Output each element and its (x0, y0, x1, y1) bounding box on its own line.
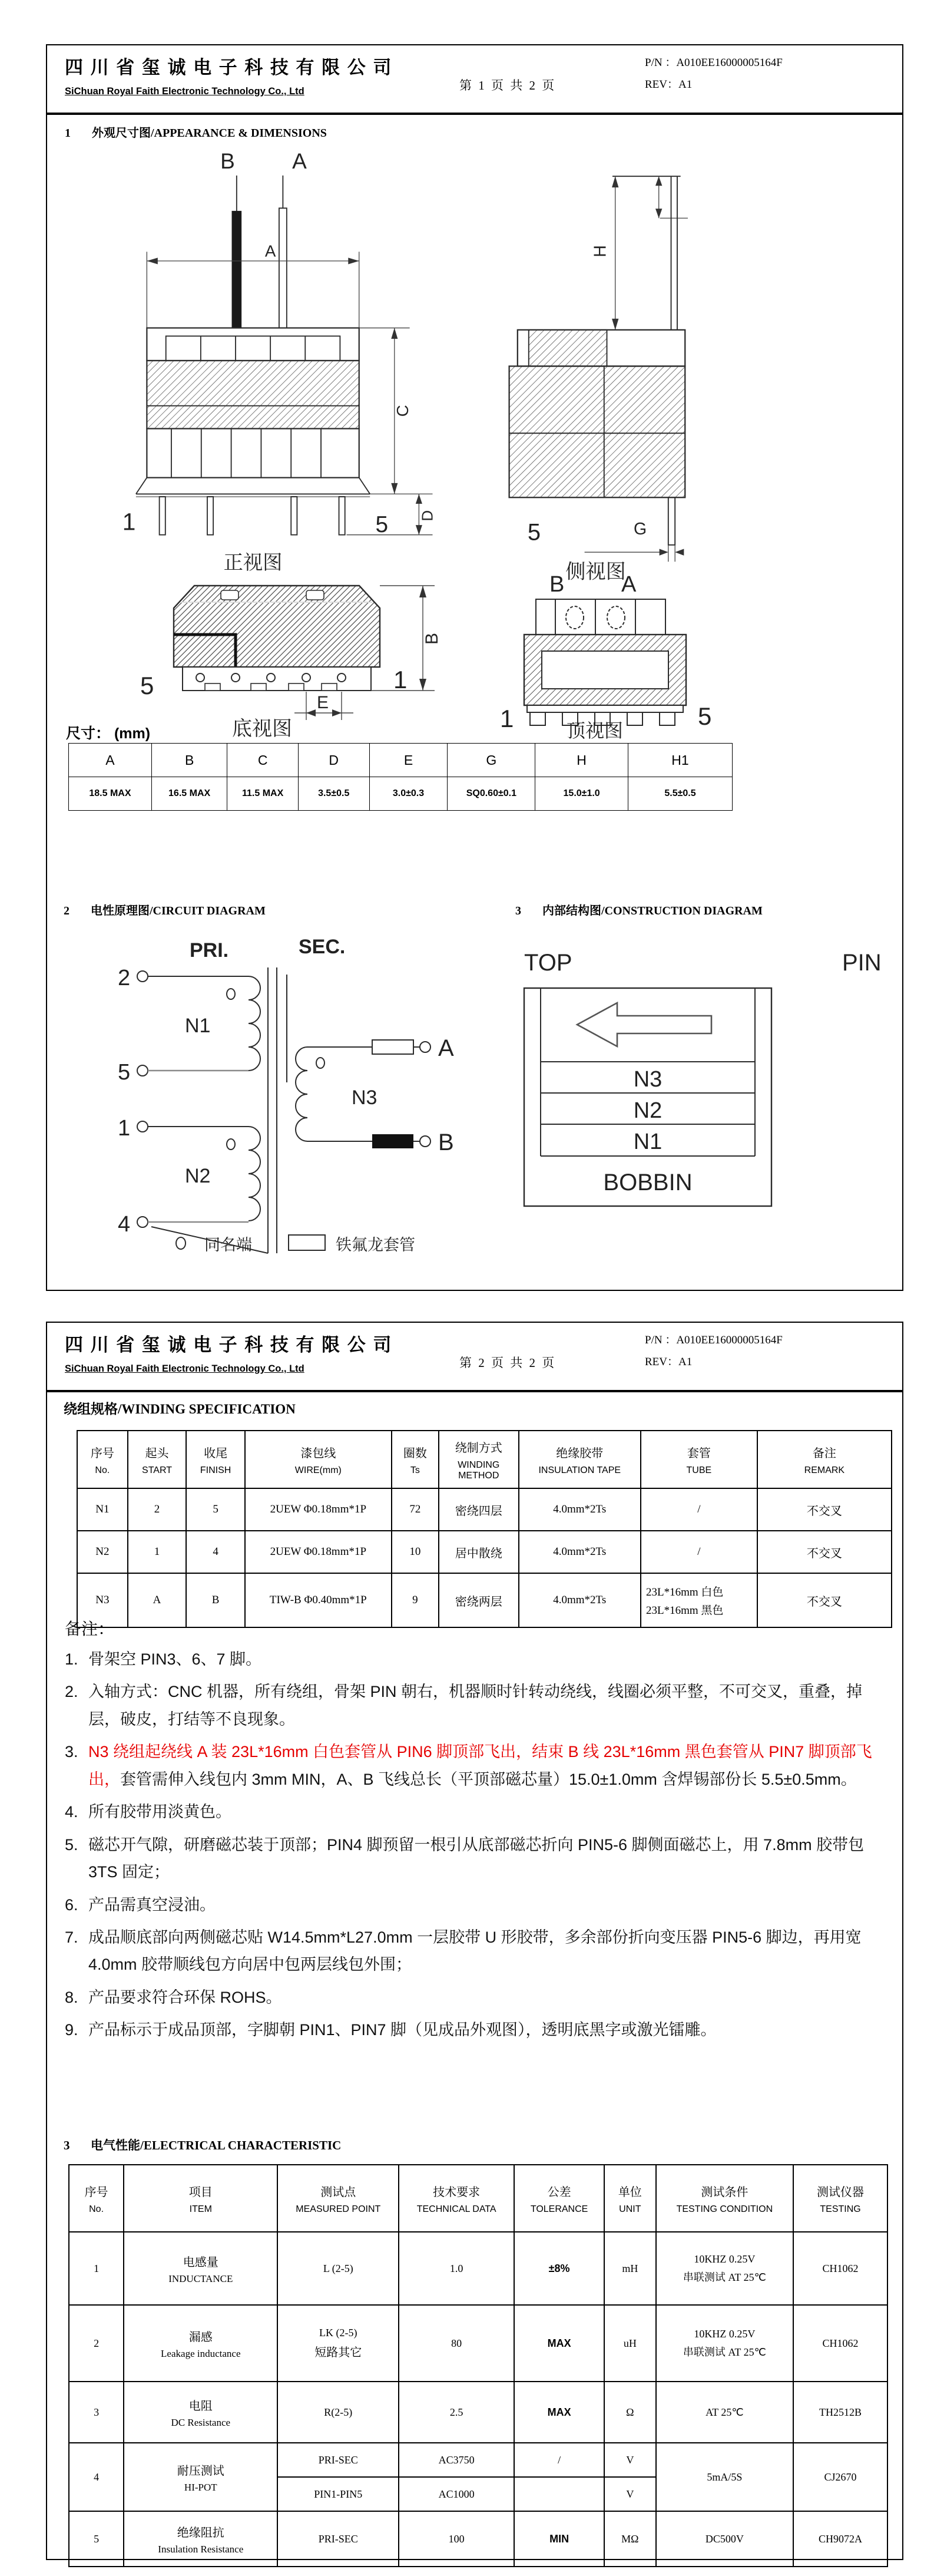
n2-label: N2 (185, 1165, 211, 1187)
bottom-dim-e-label: E (317, 693, 329, 712)
dim-value: SQ0.60±0.1 (448, 777, 535, 811)
winding-row-n2: N2 1 4 2UEW Φ0.18mm*1P 10 居中散绕 4.0mm*2Ts / 不交叉 (77, 1531, 892, 1573)
top-lead-tab (536, 599, 665, 635)
construction-box (524, 988, 771, 1206)
front-flying-leads (220, 149, 307, 328)
elec-col-no: 序号 No. (69, 2165, 124, 2232)
elec-col-unit: 单位 UNIT (604, 2165, 656, 2232)
elec-row-insulation: 5 绝缘阻抗 Insulation Resistance PRI-SEC 100 MIN MΩ DC500V CH9072A (69, 2511, 887, 2567)
primary-label: PRI. (190, 939, 229, 962)
notes-list (65, 1646, 889, 2049)
elec-row-hipot-a: 4 耐压测试 HI-POT PRI-SEC AC3750 / V 5mA/5S CJ2670 (69, 2443, 887, 2477)
dimension-table-header-row (69, 744, 733, 777)
revision-row (645, 75, 783, 91)
side-dim-h-label: H (591, 245, 610, 257)
core-lines (151, 967, 287, 1253)
front-white-sleeve (279, 208, 287, 328)
elec-section-title (64, 2136, 341, 2154)
winding-col-tape: 绝缘胶带 INSULATION TAPE (519, 1431, 641, 1488)
note-2: 2. 入轴方式：CNC 机器，所有绕组，骨架 PIN 朝右，机器顺时针转动绕线，线圈必须平整，不可交叉，重叠，掉层，破皮，打结等不良现象。 (65, 1683, 863, 1728)
front-dim-c (359, 328, 433, 494)
part-number-row (645, 54, 783, 70)
page-1 (46, 44, 903, 1291)
n1-polarity-dot (227, 989, 235, 999)
top-body-frame (524, 635, 686, 705)
section1-number: 1 (65, 127, 71, 140)
pin2-label: 2 (118, 966, 131, 990)
company-block (65, 52, 392, 97)
elec-col-item: 项目 ITEM (124, 2165, 277, 2232)
winding-col-wire: 漆包线 WIRE(mm) (245, 1431, 392, 1488)
pn-value: A010EE16000005164F (676, 57, 783, 69)
elec-section-number: 3 (64, 2138, 70, 2152)
company-block (65, 1330, 392, 1375)
winding-spec-table (77, 1430, 892, 1628)
front-dim-d-label: D (419, 510, 436, 521)
note-6: 6. 产品需真空浸油。 (65, 1895, 216, 1914)
page-2 (46, 1322, 903, 2560)
rev-value: A1 (678, 1356, 693, 1368)
electrical-characteristic-table (68, 2164, 888, 2567)
elec-section-text: 电气性能/ELECTRICAL CHARACTERISTIC (91, 2138, 342, 2152)
winding-row-n1: N1 2 5 2UEW Φ0.18mm*1P 72 密绕四层 4.0mm*2Ts / 不交叉 (77, 1488, 892, 1531)
rev-value: A1 (678, 78, 693, 91)
bottom-dim-e (294, 692, 353, 720)
note-3: 3. N3 绕组起绕线 A 装 23L*16mm 白色套管从 PIN6 脚顶部飞出，结束 B 线 23L*16mm 黑色套管从 PIN7 脚顶部飞出，套管需伸入线包内 3mm MIN，A、B 飞线总长（平顶部磁芯量）15.0±1.0mm 含焊锡部份长 5.5±0.5mm。 (65, 1743, 872, 1788)
note-7: 7. 成品顺底部向两侧磁芯贴 W14.5mm*L27.0mm 一层胶带 U 形胶带，多余部份折向变压器 PIN5-6 脚边，再用宽 4.0mm 胶带顺线包方向居中包两层线包外围； (65, 1928, 862, 1974)
section1-text: 外观尺寸图/APPEARANCE & DIMENSIONS (92, 127, 327, 140)
front-dim-d (346, 494, 436, 534)
section2-title (64, 901, 266, 918)
output-b-label: B (438, 1130, 454, 1155)
part-number-row (645, 1331, 783, 1347)
note-4: 4. 所有胶带用淡黄色。 (65, 1803, 231, 1821)
winding-col-start: 起头 START (128, 1431, 187, 1488)
bottom-pin5-label: 5 (140, 672, 154, 699)
winding-col-ts: 圈数 Ts (392, 1431, 439, 1488)
page2-page-number: 第 2 页 共 2 页 (459, 1356, 557, 1370)
dim-value: 3.5±0.5 (298, 777, 369, 811)
note-9: 9. 产品标示于成品顶部，字脚朝 PIN1、PIN7 脚（见成品外观图），透明底黑字或激光镭雕。 (65, 2021, 717, 2039)
front-pins (122, 497, 388, 537)
top-lead-b-label: B (549, 572, 565, 597)
elec-row-dcr: 3 电阻 DC Resistance R(2-5) 2.5 MAX Ω AT 25℃ TH2512B (69, 2382, 887, 2443)
layer-n3-label: N3 (633, 1067, 663, 1092)
section1-title (65, 123, 327, 140)
winding-row-n3: N3 A B TIW-B Φ0.40mm*1P 9 密绕两层 4.0mm*2Ts 23L*16mm 白色 23L*16mm 黑色 不交叉 (77, 1573, 892, 1627)
section3-number: 3 (515, 904, 521, 917)
winding-col-remark: 备注 REMARK (757, 1431, 892, 1488)
front-black-sleeve (232, 211, 242, 328)
side-dim-h (591, 176, 663, 330)
dim-header: A (69, 744, 152, 777)
elec-row-leakage: 2 漏感 Leakage inductance LK (2-5) 短路其它 80 MAX uH 10KHZ 0.25V 串联测试 AT 25℃ CH1062 (69, 2305, 887, 2382)
dim-value: 15.0±1.0 (535, 777, 628, 811)
dim-header: C (227, 744, 299, 777)
dim-value: 18.5 MAX (69, 777, 152, 811)
winding-spec-title: 绕组规格/WINDING SPECIFICATION (64, 1402, 296, 1416)
pn-rev-block (645, 1331, 783, 1375)
pn-value: A010EE16000005164F (676, 1334, 783, 1346)
elec-cond-cell: 10KHZ 0.25V 串联测试 AT 25℃ (656, 2232, 794, 2305)
dim-header: B (151, 744, 227, 777)
circuit-diagram (54, 932, 466, 1268)
front-view-caption: 正视图 (223, 551, 283, 574)
front-core (147, 361, 359, 429)
winding-col-no: 序号 No. (77, 1431, 128, 1488)
dim-value: 16.5 MAX (151, 777, 227, 811)
secondary-label: SEC. (299, 936, 346, 958)
section2-number: 2 (64, 904, 69, 917)
front-pin5-label: 5 (375, 512, 389, 538)
legend-tube-icon (289, 1235, 325, 1250)
company-name-en: SiChuan Royal Faith Electronic Technology Co., Ltd (65, 1363, 304, 1374)
elec-header-row (69, 2165, 887, 2232)
dim-value: 11.5 MAX (227, 777, 299, 811)
elec-item-cell: 电感量 INDUCTANCE (124, 2232, 277, 2305)
white-tube-symbol (372, 1040, 413, 1054)
elec-item-cell: 电阻 DC Resistance (124, 2382, 277, 2443)
pin4-label: 4 (118, 1212, 131, 1237)
top-view-drawing (492, 572, 810, 741)
construction-pin-label: PIN (842, 950, 882, 976)
bobbin-label: BOBBIN (603, 1170, 693, 1195)
company-name-cn: 四 川 省 玺 诚 电 子 科 技 有 限 公 司 (65, 57, 393, 78)
bottom-body (174, 586, 380, 678)
side-core (509, 366, 685, 497)
n2-polarity-dot (227, 1139, 235, 1150)
page2-header (47, 1323, 902, 1392)
front-lead-b-label: B (220, 148, 235, 173)
top-pin1-label: 1 (500, 705, 514, 732)
rev-label: REV： (645, 1356, 679, 1368)
front-lead-a-label: A (292, 148, 307, 173)
front-view-drawing (103, 146, 468, 576)
side-dim-g-label: G (634, 519, 647, 539)
legend-tube-label: 铁氟龙套管 (336, 1236, 415, 1254)
layer-n2-label: N2 (633, 1098, 663, 1123)
page1-page-number: 第 1 页 共 2 页 (459, 78, 557, 93)
bottom-dim-b-label: B (422, 632, 442, 645)
revision-row (645, 1353, 783, 1369)
construction-top-label: TOP (524, 950, 572, 976)
dim-value: 3.0±0.3 (369, 777, 448, 811)
dim-header: D (298, 744, 369, 777)
pn-label: P/N ： (645, 1334, 677, 1346)
construction-diagram (512, 944, 895, 1215)
front-dim-a (147, 242, 359, 331)
side-lead (612, 176, 688, 330)
legend-dot-label: 同名端 (204, 1236, 252, 1254)
dimension-table (68, 743, 733, 811)
section2-text: 电性原理图/CIRCUIT DIAGRAM (91, 904, 266, 917)
elec-row-inductance: 1 电感量 INDUCTANCE L (2-5) 1.0 ±8% mH 10KHZ 0.25V 串联测试 AT 25℃ CH1062 (69, 2232, 887, 2305)
elec-item-cell: 漏感 Leakage inductance (124, 2305, 277, 2382)
pn-label: P/N ： (645, 57, 677, 69)
pin1-label: 1 (118, 1116, 131, 1141)
top-view-caption: 顶视图 (566, 720, 624, 741)
winding-n3 (296, 1035, 454, 1155)
note-5: 5. 磁芯开气隙，研磨磁芯装于顶部；PIN4 脚预留一根引从底部磁芯折向 PIN5-6 脚侧面磁芯上，用 7.8mm 胶带包 3TS 固定； (65, 1835, 865, 1881)
side-pin5-label: 5 (527, 519, 541, 546)
bottom-view-caption: 底视图 (232, 718, 292, 740)
winding-col-tube: 套管 TUBE (641, 1431, 757, 1488)
side-dim-g (585, 520, 684, 562)
side-view-drawing (501, 146, 724, 583)
note-1: 1. 骨架空 PIN3、6、7 脚。 (65, 1650, 262, 1668)
note-8: 8. 产品要求符合环保 ROHS。 (65, 1988, 282, 2006)
top-pin5-label: 5 (698, 702, 712, 730)
elec-col-data: 技术要求 TECHNICAL DATA (399, 2165, 514, 2232)
dim-header: H (535, 744, 628, 777)
front-body (136, 328, 370, 497)
front-dim-c-label: C (393, 405, 412, 417)
winding-col-method: 绕制方式 WINDING METHOD (439, 1431, 519, 1488)
front-pin1-label: 1 (122, 508, 136, 536)
rev-label: REV： (645, 78, 679, 91)
page1-header (47, 45, 902, 115)
section3-text: 内部结构图/CONSTRUCTION DIAGRAM (542, 904, 763, 917)
output-a-label: A (438, 1035, 454, 1061)
dim-header: H1 (628, 744, 733, 777)
black-tube-symbol (372, 1134, 413, 1148)
winding-n1 (118, 966, 260, 1085)
winding-col-finish: 收尾 FINISH (186, 1431, 245, 1488)
side-body (509, 330, 685, 497)
pin5-label: 5 (118, 1060, 131, 1085)
winding-header-row (77, 1431, 892, 1488)
elec-row-hipot-b: PIN1-PIN5 AC1000 V (69, 2477, 887, 2511)
winding-n3-tube-cell: 23L*16mm 白色 23L*16mm 黑色 (641, 1573, 757, 1627)
side-pin (528, 497, 675, 545)
pn-rev-block (645, 54, 783, 97)
elec-col-tolerance: 公差 TOLERANCE (514, 2165, 604, 2232)
company-name-cn: 四 川 省 玺 诚 电 子 科 技 有 限 公 司 (65, 1335, 393, 1355)
elec-col-instrument: 测试仪器 TESTING (793, 2165, 887, 2232)
top-lead-a-label: A (621, 572, 637, 597)
elec-point-cell: LK (2-5) 短路其它 (277, 2305, 399, 2382)
elec-cond-cell: 10KHZ 0.25V 串联测试 AT 25℃ (656, 2305, 794, 2382)
elec-item-cell: 耐压测试 HI-POT (124, 2443, 277, 2511)
section3-title (515, 901, 763, 918)
side-view-caption: 侧视图 (565, 560, 626, 583)
dim-value: 5.5±0.5 (628, 777, 733, 811)
dim-header: G (448, 744, 535, 777)
n3-polarity-dot (316, 1058, 324, 1068)
front-dim-a-label: A (264, 242, 276, 260)
n3-label: N3 (352, 1086, 377, 1109)
n1-label: N1 (185, 1015, 211, 1037)
bottom-pin-plate (183, 667, 371, 691)
legend-dot-icon (176, 1237, 186, 1249)
notes-title: 备注： (65, 1620, 115, 1638)
dimension-table-value-row (69, 777, 733, 811)
size-unit-label: 尺寸： (mm) (66, 725, 151, 742)
company-name-en: SiChuan Royal Faith Electronic Technology Co., Ltd (65, 86, 304, 97)
dim-header: E (369, 744, 448, 777)
elec-col-point: 测试点 MEASURED POINT (277, 2165, 399, 2232)
layer-n1-label: N1 (633, 1130, 663, 1154)
bottom-view-drawing (112, 579, 477, 738)
winding-n2 (118, 1116, 260, 1237)
elec-item-cell: 绝缘阻抗 Insulation Resistance (124, 2511, 277, 2567)
bottom-pin1-label: 1 (393, 666, 408, 693)
circuit-legend (176, 1235, 415, 1254)
elec-col-condition: 测试条件 TESTING CONDITION (656, 2165, 794, 2232)
